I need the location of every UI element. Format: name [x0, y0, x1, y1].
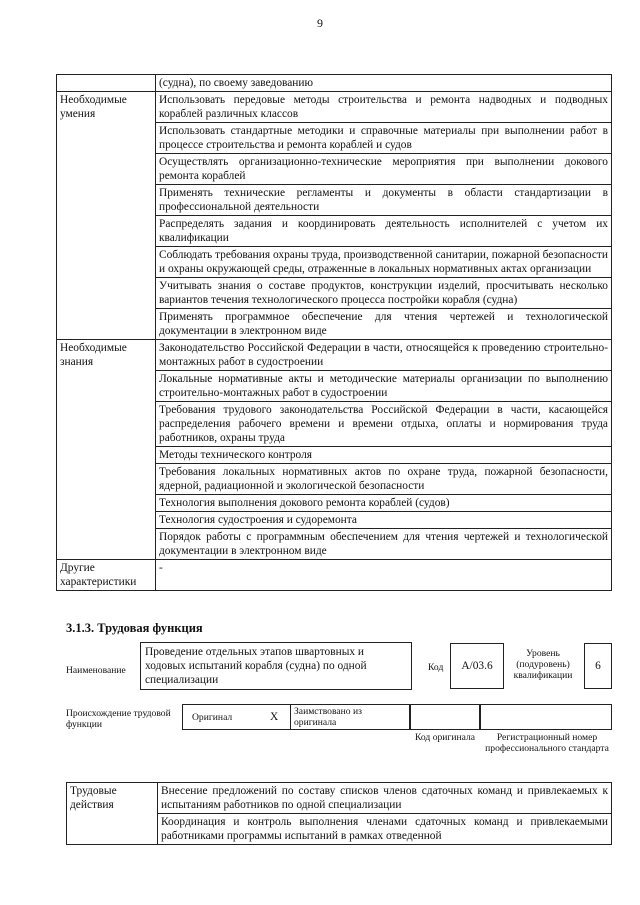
skills-table	[56, 74, 612, 591]
table-row	[57, 560, 612, 591]
code-original-box	[410, 704, 480, 730]
table-cell: (судна), по своему заведованию	[156, 75, 612, 92]
page-number: 9	[317, 16, 323, 30]
original-mark: X	[270, 711, 279, 723]
level-value: 6	[584, 643, 612, 689]
table-cell: Координация и контроль выполнения членами сдаточных команд и привлекаемыми работниками программы испытаний в рамках отведенной	[158, 814, 612, 845]
table-cell: -	[156, 560, 612, 591]
actions-table	[66, 782, 612, 845]
table-cell: Требования локальных нормативных актов по охране труда, пожарной безопасности, ядерной, радиационной и экологической безопасности	[156, 464, 612, 495]
table-cell: Учитывать знания о составе продуктов, конструкции изделий, просчитывать несколько вариантов течения технологического процесса постройки корабля (судна)	[156, 278, 612, 309]
table-row	[57, 340, 612, 371]
level-label: Уровень (подуровень) квалификации	[513, 648, 573, 681]
table-cell: Использовать передовые методы строительства и ремонта надводных и подводных кораблей различных классов	[156, 92, 612, 123]
original-label: Оригинал	[192, 712, 233, 723]
row-label-other: Другие характеристики	[57, 560, 156, 591]
section-title: 3.1.3. Трудовая функция	[66, 621, 203, 635]
table-cell: Распределять задания и координировать деятельность исполнителей с учетом их квалификации	[156, 216, 612, 247]
table-cell: Методы технического контроля	[156, 447, 612, 464]
divider	[290, 704, 291, 730]
origin-label: Происхождение трудовой функции	[66, 708, 171, 730]
function-name: Проведение отдельных этапов швартовных и ходовых испытаний корабля (судна) по одной специализации	[140, 642, 412, 690]
table-cell: Соблюдать требования охраны труда, производственной санитарии, пожарной безопасности и охраны окружающей среды, отраженные в локальных нормативных актах организации	[156, 247, 612, 278]
table-cell: Технология судостроения и судоремонта	[156, 512, 612, 529]
row-label-actions: Трудовые действия	[67, 783, 158, 845]
row-label	[57, 75, 156, 92]
borrowed-label: Заимствовано из оригинала	[294, 706, 362, 728]
table-cell: Применять программное обеспечение для чтения чертежей и технологической документации в электронном виде	[156, 309, 612, 340]
table-row	[57, 92, 612, 123]
row-label-knowledge: Необходимые знания	[57, 340, 156, 560]
table-cell: Внесение предложений по составу списков членов сдаточных команд и привлекаемых к испытаниям работников по одной специализации	[158, 783, 612, 814]
row-label-skills: Необходимые умения	[57, 92, 156, 340]
table-cell: Осуществлять организационно-технические мероприятия при выполнении докового ремонта кораблей	[156, 154, 612, 185]
table-cell: Использовать стандартные методики и справочные материалы при выполнении работ в процессе строительства и ремонта кораблей и судов	[156, 123, 612, 154]
reg-number-caption: Регистрационный номер профессионального стандарта	[485, 732, 609, 754]
name-label: Наименование	[66, 665, 126, 676]
table-cell: Технология выполнения докового ремонта кораблей (судов)	[156, 495, 612, 512]
table-row	[57, 75, 612, 92]
table-cell: Локальные нормативные акты и методические материалы организации по выполнению строительно-монтажных работ в судостроении	[156, 371, 612, 402]
code-label: Код	[428, 662, 444, 673]
table-cell: Требования трудового законодательства Российской Федерации в части, касающейся распределения рабочего времени и времени отдыха, оплаты и нормирования труда работников, охраны труда	[156, 402, 612, 447]
table-row	[67, 783, 612, 814]
function-code: A/03.6	[450, 643, 504, 689]
reg-number-box	[480, 704, 612, 730]
code-original-caption: Код оригинала	[414, 732, 476, 743]
table-cell: Законодательство Российской Федерации в части, относящейся к проведению строительно-монтажных работ в судостроении	[156, 340, 612, 371]
table-cell: Применять технические регламенты и документы в области стандартизации в профессиональной деятельности	[156, 185, 612, 216]
table-cell: Порядок работы с программным обеспечением для чтения чертежей и технологической документации в электронном виде	[156, 529, 612, 560]
